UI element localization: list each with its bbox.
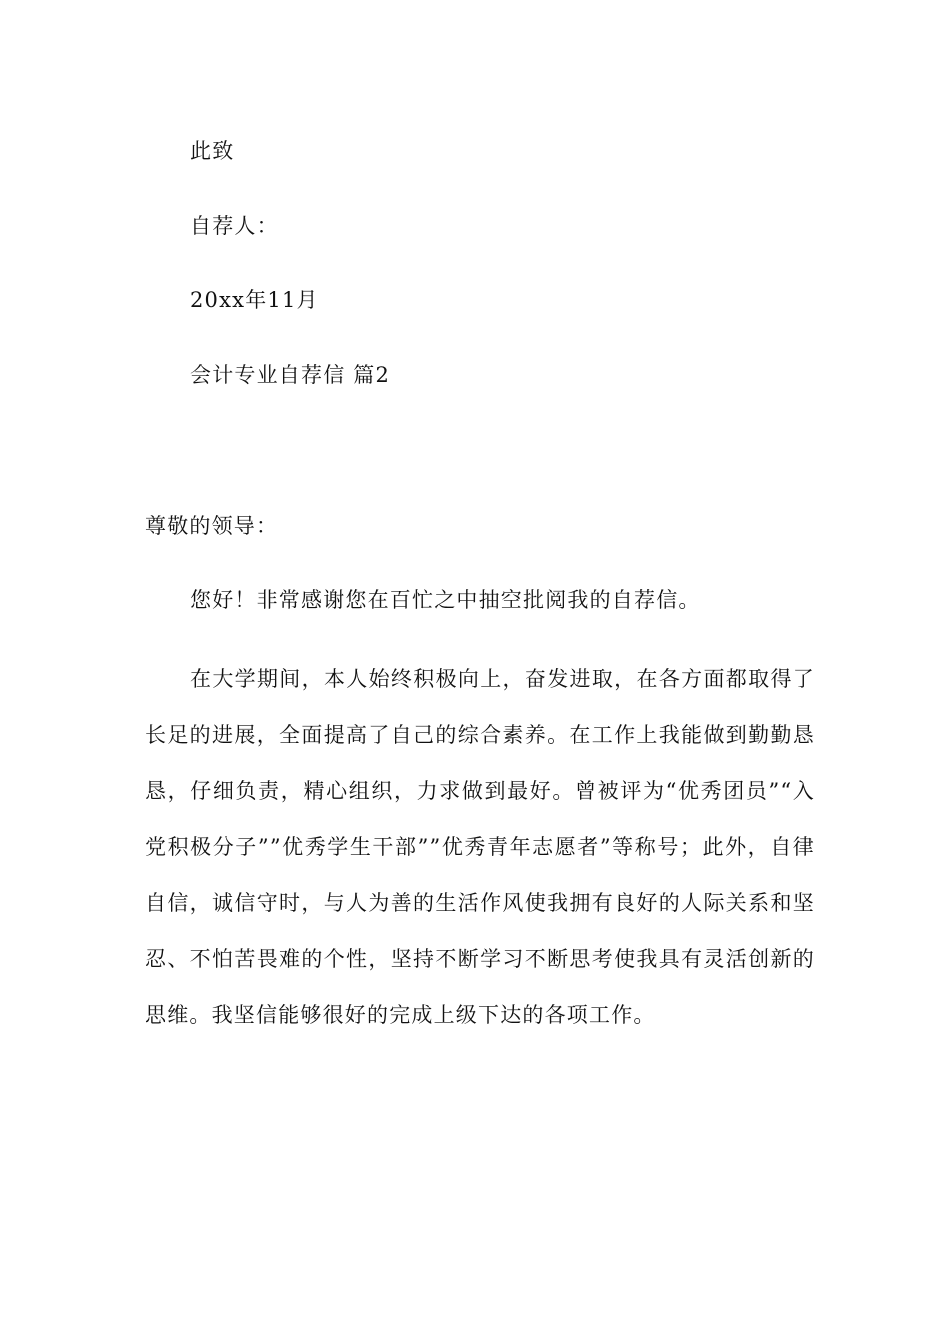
section-title: 会计专业自荐信 篇2 [190,363,391,387]
closing-salutation: 此致 [190,139,235,163]
letter-opening: 您好！非常感谢您在百忙之中抽空批阅我的自荐信。 [190,588,701,612]
letter-body-paragraph: 在大学期间，本人始终积极向上，奋发进取，在各方面都取得了长足的进展，全面提高了自己的综合素养。在工作上我能做到勤勤恳恳，仔细负责，精心组织，力求做到最好。曾被评为“优秀团员”“入党积极分子””优秀学生干部””优秀青年志愿者”等称号；此外，自律自信，诚信守时，与人为善的生活作风使我拥有良好的人际关系和坚忍、不怕苦畏难的个性，坚持不断学习不断思考使我具有灵活创新的思维。我坚信能够很好的完成上级下达的各项工作。 [145,667,815,1027]
letter-date: 20xx年11月 [190,288,319,312]
signer-label: 自荐人： [190,214,279,238]
letter-greeting: 尊敬的领导： [145,514,279,538]
